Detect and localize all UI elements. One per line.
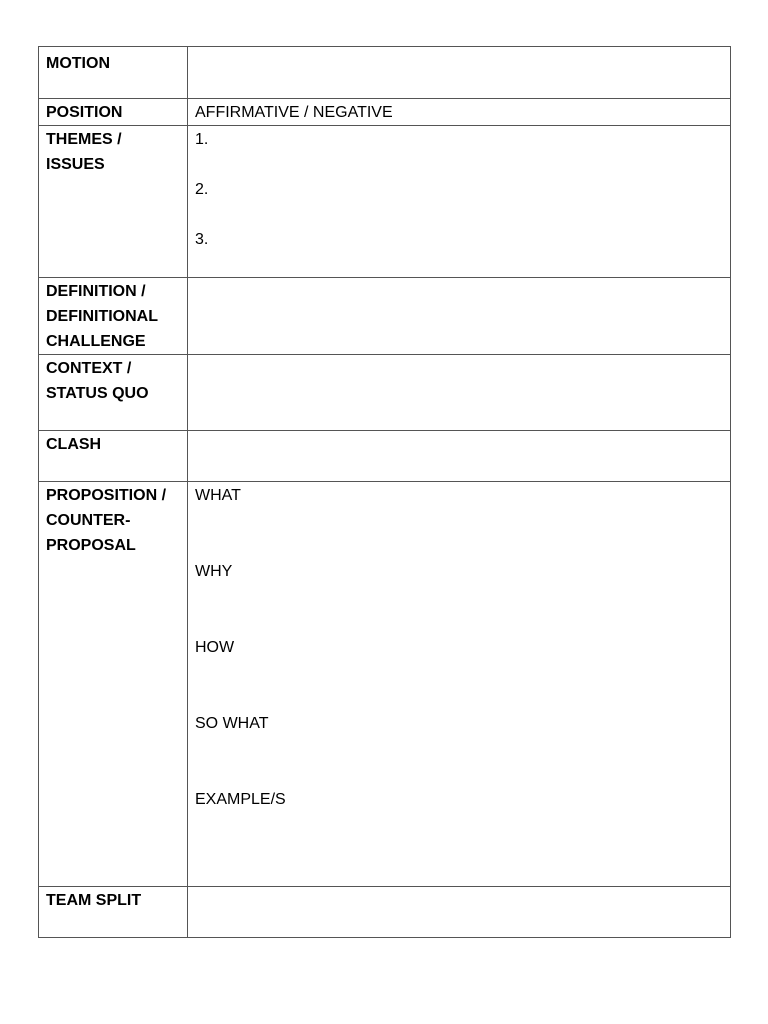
context-label-line: CONTEXT / [46, 360, 132, 377]
themes-cell [188, 126, 731, 278]
proposition-item-how: HOW [195, 639, 235, 656]
clash-row [39, 431, 731, 482]
proposition-label-line: COUNTER- [46, 512, 131, 529]
team-split-label: TEAM SPLIT [39, 887, 188, 938]
theme-item-1: 1. [195, 131, 209, 148]
team-split-row [39, 887, 731, 938]
definition-label-line: DEFINITION / [46, 283, 146, 300]
context-label [39, 355, 188, 431]
themes-label-line: ISSUES [46, 156, 105, 173]
team-split-cell [188, 887, 731, 938]
clash-label: CLASH [39, 431, 188, 482]
definition-label-line: CHALLENGE [46, 333, 146, 350]
proposition-cell [188, 482, 731, 887]
theme-item-3: 3. [195, 231, 209, 248]
clash-cell [188, 431, 731, 482]
proposition-item-what: WHAT [195, 487, 241, 504]
proposition-label [39, 482, 188, 887]
proposition-label-line: PROPOSITION / [46, 487, 167, 504]
motion-label: MOTION [39, 47, 188, 99]
debate-worksheet-table [38, 46, 731, 938]
definition-row [39, 278, 731, 355]
context-row [39, 355, 731, 431]
context-cell [188, 355, 731, 431]
theme-item-2: 2. [195, 181, 209, 198]
proposition-item-why: WHY [195, 563, 233, 580]
definition-cell [188, 278, 731, 355]
proposition-label-line: PROPOSAL [46, 537, 136, 554]
themes-label-line: THEMES / [46, 131, 122, 148]
definition-label [39, 278, 188, 355]
context-label-line: STATUS QUO [46, 385, 149, 402]
position-label: POSITION [39, 99, 188, 126]
themes-row [39, 126, 731, 278]
position-cell: AFFIRMATIVE / NEGATIVE [188, 99, 731, 126]
motion-row [39, 47, 731, 99]
proposition-item-so-what: SO WHAT [195, 715, 269, 732]
motion-cell [188, 47, 731, 99]
definition-label-line: DEFINITIONAL [46, 308, 158, 325]
themes-label [39, 126, 188, 278]
proposition-item-examples: EXAMPLE/S [195, 791, 286, 808]
proposition-row [39, 482, 731, 887]
position-row [39, 99, 731, 126]
